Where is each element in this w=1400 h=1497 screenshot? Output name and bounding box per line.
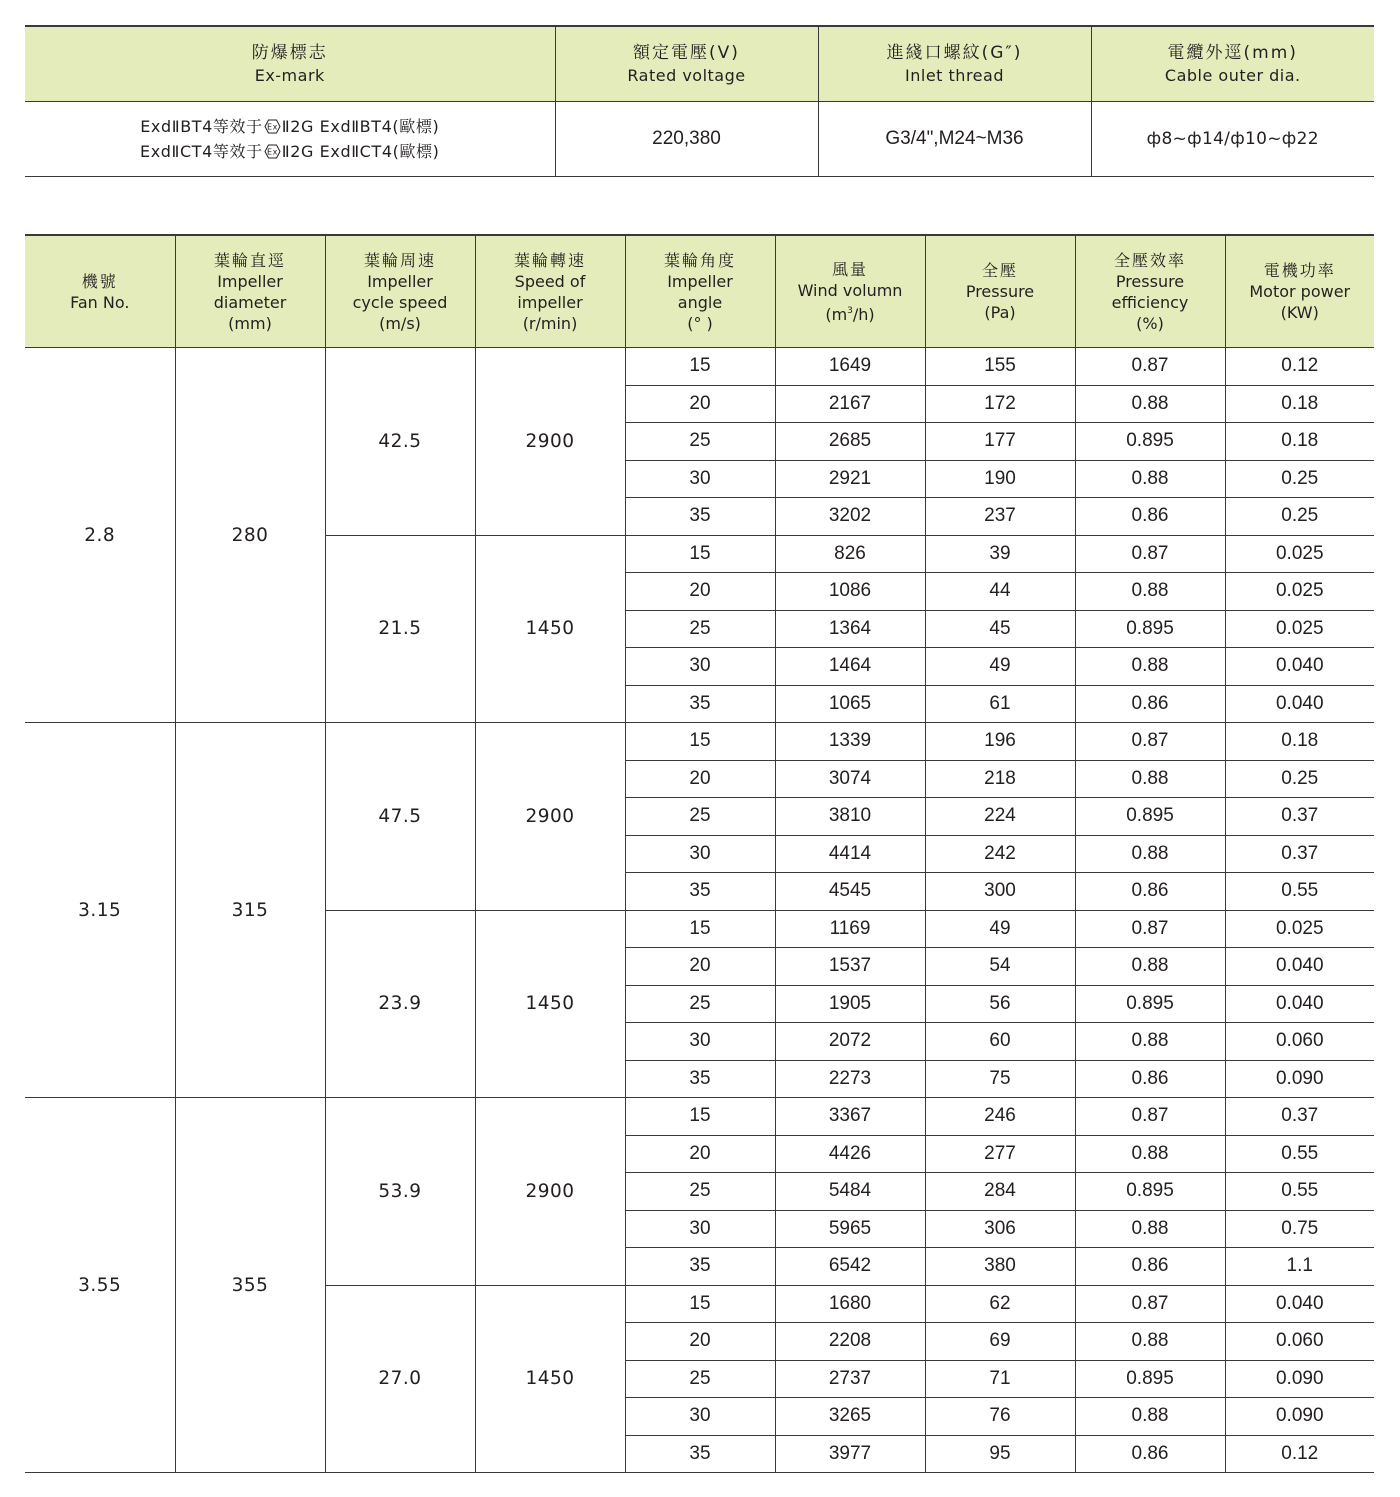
rpm-cell: 2900 <box>475 1098 625 1286</box>
header-cn: 額定電壓(V) <box>633 42 740 63</box>
ex-mark-line-2 <box>25 139 555 164</box>
wind-volume-cell: 1905 <box>775 985 925 1023</box>
motor-power-cell: 0.090 <box>1225 1398 1374 1436</box>
pressure-cell: 224 <box>925 798 1075 836</box>
efficiency-cell: 0.88 <box>1075 385 1225 423</box>
header-impeller-cycle-speed <box>325 235 475 348</box>
wind-volume-cell: 1537 <box>775 948 925 986</box>
wind-volume-cell: 2167 <box>775 385 925 423</box>
header-impeller-diameter <box>175 235 325 348</box>
pressure-cell: 49 <box>925 648 1075 686</box>
efficiency-cell: 0.88 <box>1075 760 1225 798</box>
header-motor-power <box>1225 235 1374 348</box>
header-cn: 風量 <box>831 259 868 279</box>
angle-cell: 25 <box>625 1173 775 1211</box>
wind-volume-cell: 826 <box>775 535 925 573</box>
angle-cell: 20 <box>625 573 775 611</box>
header-pressure-efficiency <box>1075 235 1225 348</box>
angle-cell: 35 <box>625 873 775 911</box>
pressure-cell: 54 <box>925 948 1075 986</box>
angle-cell: 35 <box>625 498 775 536</box>
header-en: Fan No. <box>70 292 130 312</box>
pressure-cell: 155 <box>925 348 1075 386</box>
header-cn: 葉輪角度 <box>663 250 736 270</box>
wind-volume-cell: 2072 <box>775 1023 925 1061</box>
efficiency-cell: 0.86 <box>1075 873 1225 911</box>
efficiency-cell: 0.87 <box>1075 348 1225 386</box>
angle-cell: 35 <box>625 1435 775 1473</box>
header-pressure <box>925 235 1075 348</box>
angle-cell: 30 <box>625 1210 775 1248</box>
header-en: Cable outer dia. <box>1164 65 1301 85</box>
angle-cell: 30 <box>625 648 775 686</box>
motor-power-cell: 0.040 <box>1225 948 1374 986</box>
header-cn: 防爆標志 <box>251 42 328 63</box>
efficiency-cell: 0.87 <box>1075 1098 1225 1136</box>
inlet-thread-value: G3/4",M24~M36 <box>818 102 1091 177</box>
header-en: Impeller <box>667 271 733 291</box>
header-en: cycle speed <box>352 292 448 312</box>
pressure-cell: 60 <box>925 1023 1075 1061</box>
motor-power-cell: 0.18 <box>1225 423 1374 461</box>
pressure-cell: 45 <box>925 610 1075 648</box>
pressure-cell: 306 <box>925 1210 1075 1248</box>
pressure-cell: 39 <box>925 535 1075 573</box>
svg-text:Ex: Ex <box>266 122 278 132</box>
header-ex-mark <box>25 26 555 102</box>
angle-cell: 15 <box>625 348 775 386</box>
pressure-cell: 49 <box>925 910 1075 948</box>
angle-cell: 20 <box>625 760 775 798</box>
spec-header-row <box>25 26 1374 102</box>
spec-table <box>25 25 1374 177</box>
angle-cell: 25 <box>625 1360 775 1398</box>
efficiency-cell: 0.87 <box>1075 723 1225 761</box>
wind-volume-cell: 3074 <box>775 760 925 798</box>
efficiency-cell: 0.895 <box>1075 798 1225 836</box>
pressure-cell: 196 <box>925 723 1075 761</box>
motor-power-cell: 0.25 <box>1225 498 1374 536</box>
pressure-cell: 190 <box>925 460 1075 498</box>
efficiency-cell: 0.86 <box>1075 1435 1225 1473</box>
pressure-cell: 71 <box>925 1360 1075 1398</box>
svg-text:Ex: Ex <box>266 147 278 157</box>
motor-power-cell: 1.1 <box>1225 1248 1374 1286</box>
header-en: (KW) <box>1280 303 1319 322</box>
cable-outer-dia-value: ф8~ф14/ф10~ф22 <box>1091 102 1374 177</box>
cycle-speed-cell: 27.0 <box>325 1285 475 1473</box>
wind-volume-cell: 2737 <box>775 1360 925 1398</box>
angle-cell: 30 <box>625 1023 775 1061</box>
table-row <box>25 723 1374 761</box>
performance-table <box>25 234 1374 1473</box>
motor-power-cell: 0.090 <box>1225 1360 1374 1398</box>
rated-voltage-value: 220,380 <box>555 102 818 177</box>
header-en: (Pa) <box>984 303 1016 322</box>
angle-cell: 15 <box>625 1098 775 1136</box>
header-fan-no <box>25 235 175 348</box>
angle-cell: 20 <box>625 1323 775 1361</box>
angle-cell: 30 <box>625 1398 775 1436</box>
pressure-cell: 300 <box>925 873 1075 911</box>
motor-power-cell: 0.12 <box>1225 348 1374 386</box>
pressure-cell: 177 <box>925 423 1075 461</box>
wind-volume-cell: 6542 <box>775 1248 925 1286</box>
header-en: Motor power <box>1249 282 1351 301</box>
efficiency-cell: 0.88 <box>1075 1323 1225 1361</box>
rpm-cell: 2900 <box>475 723 625 911</box>
header-en: impeller <box>517 292 583 312</box>
motor-power-cell: 0.18 <box>1225 385 1374 423</box>
pressure-cell: 75 <box>925 1060 1075 1098</box>
header-cn: 葉輪轉速 <box>513 250 586 270</box>
angle-cell: 25 <box>625 610 775 648</box>
ex-mark-line-1 <box>25 114 555 139</box>
wind-volume-cell: 3202 <box>775 498 925 536</box>
diameter-cell: 355 <box>175 1098 325 1473</box>
angle-cell: 25 <box>625 423 775 461</box>
header-en: Speed of <box>514 271 586 291</box>
motor-power-cell: 0.25 <box>1225 460 1374 498</box>
wind-volume-cell: 4426 <box>775 1135 925 1173</box>
header-en: (mm) <box>228 313 272 333</box>
wind-volume-cell: 1065 <box>775 685 925 723</box>
pressure-cell: 242 <box>925 835 1075 873</box>
efficiency-cell: 0.88 <box>1075 1398 1225 1436</box>
header-cable-outer-dia <box>1091 26 1374 102</box>
pressure-cell: 56 <box>925 985 1075 1023</box>
motor-power-cell: 0.060 <box>1225 1023 1374 1061</box>
motor-power-cell: 0.75 <box>1225 1210 1374 1248</box>
fan-no-cell: 2.8 <box>25 348 175 723</box>
rpm-cell: 1450 <box>475 1285 625 1473</box>
wind-volume-cell: 1649 <box>775 348 925 386</box>
motor-power-cell: 0.040 <box>1225 1285 1374 1323</box>
motor-power-cell: 0.040 <box>1225 985 1374 1023</box>
performance-header-row <box>25 235 1374 348</box>
cycle-speed-cell: 53.9 <box>325 1098 475 1286</box>
efficiency-cell: 0.88 <box>1075 835 1225 873</box>
table-row <box>25 348 1374 386</box>
motor-power-cell: 0.55 <box>1225 1135 1374 1173</box>
angle-cell: 25 <box>625 798 775 836</box>
header-en: efficiency <box>1111 292 1189 312</box>
motor-power-cell: 0.18 <box>1225 723 1374 761</box>
wind-volume-cell: 4545 <box>775 873 925 911</box>
efficiency-cell: 0.87 <box>1075 1285 1225 1323</box>
ex-mark-suffix: Ⅱ2G ExdⅡBT4(歐標) <box>281 117 440 136</box>
pressure-cell: 172 <box>925 385 1075 423</box>
efficiency-cell: 0.86 <box>1075 685 1225 723</box>
header-en: Rated voltage <box>627 65 746 85</box>
angle-cell: 35 <box>625 685 775 723</box>
ex-hexagon-icon <box>264 119 281 134</box>
pressure-cell: 284 <box>925 1173 1075 1211</box>
header-en: Pressure <box>1115 271 1185 291</box>
header-cn: 全壓效率 <box>1113 250 1186 270</box>
angle-cell: 35 <box>625 1248 775 1286</box>
header-cn: 電纜外逕(mm) <box>1167 42 1298 63</box>
pressure-cell: 69 <box>925 1323 1075 1361</box>
angle-cell: 15 <box>625 910 775 948</box>
header-cn: 全壓 <box>981 261 1018 280</box>
header-wind-volume <box>775 235 925 348</box>
fan-no-cell: 3.55 <box>25 1098 175 1473</box>
diameter-cell: 315 <box>175 723 325 1098</box>
angle-cell: 35 <box>625 1060 775 1098</box>
angle-cell: 30 <box>625 460 775 498</box>
pressure-cell: 44 <box>925 573 1075 611</box>
motor-power-cell: 0.040 <box>1225 648 1374 686</box>
motor-power-cell: 0.37 <box>1225 835 1374 873</box>
efficiency-cell: 0.86 <box>1075 1060 1225 1098</box>
header-inlet-thread <box>818 26 1091 102</box>
efficiency-cell: 0.895 <box>1075 423 1225 461</box>
header-en: (° ) <box>687 313 713 333</box>
angle-cell: 20 <box>625 948 775 986</box>
pressure-cell: 277 <box>925 1135 1075 1173</box>
wind-volume-cell: 1364 <box>775 610 925 648</box>
efficiency-cell: 0.87 <box>1075 535 1225 573</box>
wind-volume-cell: 1169 <box>775 910 925 948</box>
wind-volume-cell: 2921 <box>775 460 925 498</box>
motor-power-cell: 0.25 <box>1225 760 1374 798</box>
header-unit: $(m^3/h)$ <box>825 304 875 324</box>
wind-volume-cell: 2273 <box>775 1060 925 1098</box>
table-row <box>25 1098 1374 1136</box>
efficiency-cell: 0.895 <box>1075 1173 1225 1211</box>
performance-body <box>25 348 1374 1473</box>
pressure-cell: 380 <box>925 1248 1075 1286</box>
rpm-cell: 1450 <box>475 535 625 723</box>
header-cn: 進綫口螺紋(G″) <box>886 42 1023 63</box>
efficiency-cell: 0.86 <box>1075 498 1225 536</box>
spec-data-row <box>25 102 1374 177</box>
header-impeller-speed <box>475 235 625 348</box>
header-cn: 機號 <box>81 271 118 291</box>
ex-mark-prefix: ExdⅡCT4等效于 <box>140 142 263 161</box>
header-en: (m/s) <box>379 313 421 333</box>
motor-power-cell: 0.12 <box>1225 1435 1374 1473</box>
pressure-cell: 76 <box>925 1398 1075 1436</box>
motor-power-cell: 0.025 <box>1225 535 1374 573</box>
wind-volume-cell: 3810 <box>775 798 925 836</box>
motor-power-cell: 0.025 <box>1225 573 1374 611</box>
ex-mark-prefix: ExdⅡBT4等效于 <box>140 117 263 136</box>
header-en: Pressure <box>965 282 1035 301</box>
wind-volume-cell: 2685 <box>775 423 925 461</box>
efficiency-cell: 0.895 <box>1075 1360 1225 1398</box>
motor-power-cell: 0.55 <box>1225 1173 1374 1211</box>
efficiency-cell: 0.895 <box>1075 985 1225 1023</box>
efficiency-cell: 0.88 <box>1075 573 1225 611</box>
angle-cell: 20 <box>625 1135 775 1173</box>
header-impeller-angle <box>625 235 775 348</box>
cycle-speed-cell: 21.5 <box>325 535 475 723</box>
efficiency-cell: 0.88 <box>1075 1210 1225 1248</box>
motor-power-cell: 0.55 <box>1225 873 1374 911</box>
efficiency-cell: 0.88 <box>1075 460 1225 498</box>
motor-power-cell: 0.090 <box>1225 1060 1374 1098</box>
header-cn: 電機功率 <box>1263 261 1336 280</box>
wind-volume-cell: 3265 <box>775 1398 925 1436</box>
ex-mark-cell <box>25 102 555 177</box>
angle-cell: 25 <box>625 985 775 1023</box>
wind-volume-cell: 1339 <box>775 723 925 761</box>
header-en: Ex-mark <box>254 65 325 85</box>
header-en: Wind volumn <box>797 280 903 300</box>
efficiency-cell: 0.88 <box>1075 1023 1225 1061</box>
wind-volume-cell: 4414 <box>775 835 925 873</box>
header-en: Impeller <box>217 271 283 291</box>
pressure-cell: 62 <box>925 1285 1075 1323</box>
ex-hexagon-icon <box>264 144 281 159</box>
wind-volume-cell: 1680 <box>775 1285 925 1323</box>
header-en: (r/min) <box>522 313 578 333</box>
fan-no-cell: 3.15 <box>25 723 175 1098</box>
header-rated-voltage <box>555 26 818 102</box>
motor-power-cell: 0.37 <box>1225 798 1374 836</box>
header-en: (%) <box>1136 313 1164 333</box>
cycle-speed-cell: 47.5 <box>325 723 475 911</box>
angle-cell: 15 <box>625 535 775 573</box>
pressure-cell: 95 <box>925 1435 1075 1473</box>
efficiency-cell: 0.88 <box>1075 948 1225 986</box>
efficiency-cell: 0.895 <box>1075 610 1225 648</box>
rpm-cell: 2900 <box>475 348 625 536</box>
diameter-cell: 280 <box>175 348 325 723</box>
efficiency-cell: 0.86 <box>1075 1248 1225 1286</box>
header-en: angle <box>677 292 723 312</box>
wind-volume-cell: 1086 <box>775 573 925 611</box>
header-cn: 葉輪周速 <box>363 250 436 270</box>
pressure-cell: 237 <box>925 498 1075 536</box>
pressure-cell: 246 <box>925 1098 1075 1136</box>
cycle-speed-cell: 42.5 <box>325 348 475 536</box>
efficiency-cell: 0.88 <box>1075 648 1225 686</box>
motor-power-cell: 0.040 <box>1225 685 1374 723</box>
angle-cell: 15 <box>625 723 775 761</box>
motor-power-cell: 0.025 <box>1225 910 1374 948</box>
wind-volume-cell: 2208 <box>775 1323 925 1361</box>
angle-cell: 15 <box>625 1285 775 1323</box>
ex-mark-suffix: Ⅱ2G ExdⅡCT4(歐標) <box>281 142 440 161</box>
header-en: Inlet thread <box>905 65 1004 85</box>
cycle-speed-cell: 23.9 <box>325 910 475 1098</box>
wind-volume-cell: 5965 <box>775 1210 925 1248</box>
header-en: diameter <box>213 292 287 312</box>
angle-cell: 20 <box>625 385 775 423</box>
wind-volume-cell: 3367 <box>775 1098 925 1136</box>
efficiency-cell: 0.87 <box>1075 910 1225 948</box>
wind-volume-cell: 5484 <box>775 1173 925 1211</box>
motor-power-cell: 0.025 <box>1225 610 1374 648</box>
motor-power-cell: 0.060 <box>1225 1323 1374 1361</box>
efficiency-cell: 0.88 <box>1075 1135 1225 1173</box>
motor-power-cell: 0.37 <box>1225 1098 1374 1136</box>
pressure-cell: 218 <box>925 760 1075 798</box>
pressure-cell: 61 <box>925 685 1075 723</box>
rpm-cell: 1450 <box>475 910 625 1098</box>
wind-volume-cell: 3977 <box>775 1435 925 1473</box>
angle-cell: 30 <box>625 835 775 873</box>
header-en: Impeller <box>367 271 433 291</box>
wind-volume-cell: 1464 <box>775 648 925 686</box>
header-cn: 葉輪直逕 <box>213 250 286 270</box>
